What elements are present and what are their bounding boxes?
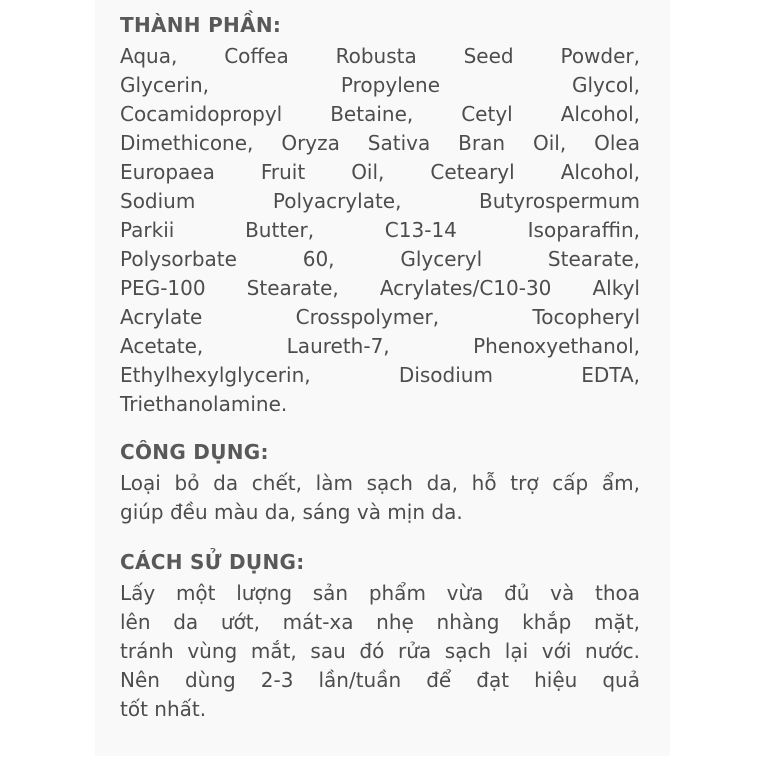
directions-line: Lấy một lượng sản phẩm vừa đủ và thoa <box>120 581 640 605</box>
ingredients-section <box>120 12 640 419</box>
uses-heading: CÔNG DỤNG: <box>120 440 269 464</box>
uses-line: Loại bỏ da chết, làm sạch da, hỗ trợ cấp ẩm, <box>120 471 640 495</box>
ingredients-line: Sodium Polyacrylate, Butyrospermum <box>120 189 640 213</box>
ingredients-line: Parkii Butter, C13-14 Isoparaffin, <box>120 218 640 242</box>
ingredients-line: Dimethicone, Oryza Sativa Bran Oil, Olea <box>120 131 640 155</box>
ingredients-line: Acrylate Crosspolymer, Tocopheryl <box>120 305 640 329</box>
uses-line: giúp đều màu da, sáng và mịn da. <box>120 500 463 524</box>
directions-line: tránh vùng mắt, sau đó rửa sạch lại với nước. <box>120 639 640 663</box>
ingredients-line: PEG-100 Stearate, Acrylates/C10-30 Alkyl <box>120 276 640 300</box>
directions-line: lên da ướt, mát-xa nhẹ nhàng khắp mặt, <box>120 610 640 634</box>
uses-section <box>120 439 640 527</box>
ingredients-heading: THÀNH PHẦN: <box>120 13 282 37</box>
directions-line: Nên dùng 2-3 lần/tuần để đạt hiệu quả <box>120 668 640 692</box>
label-content <box>120 12 640 724</box>
ingredients-line: Aqua, Coffea Robusta Seed Powder, <box>120 44 640 68</box>
ingredients-line: Cocamidopropyl Betaine, Cetyl Alcohol, <box>120 102 640 126</box>
ingredients-line: Ethylhexylglycerin, Disodium EDTA, <box>120 363 640 387</box>
directions-heading: CÁCH SỬ DỤNG: <box>120 550 305 574</box>
directions-line: tốt nhất. <box>120 697 207 721</box>
ingredients-line: Acetate, Laureth-7, Phenoxyethanol, <box>120 334 640 358</box>
directions-section <box>120 549 640 724</box>
ingredients-line: Europaea Fruit Oil, Cetearyl Alcohol, <box>120 160 640 184</box>
ingredients-line: Polysorbate 60, Glyceryl Stearate, <box>120 247 640 271</box>
ingredients-line: Glycerin, Propylene Glycol, <box>120 73 640 97</box>
ingredients-line: Triethanolamine. <box>120 392 288 416</box>
